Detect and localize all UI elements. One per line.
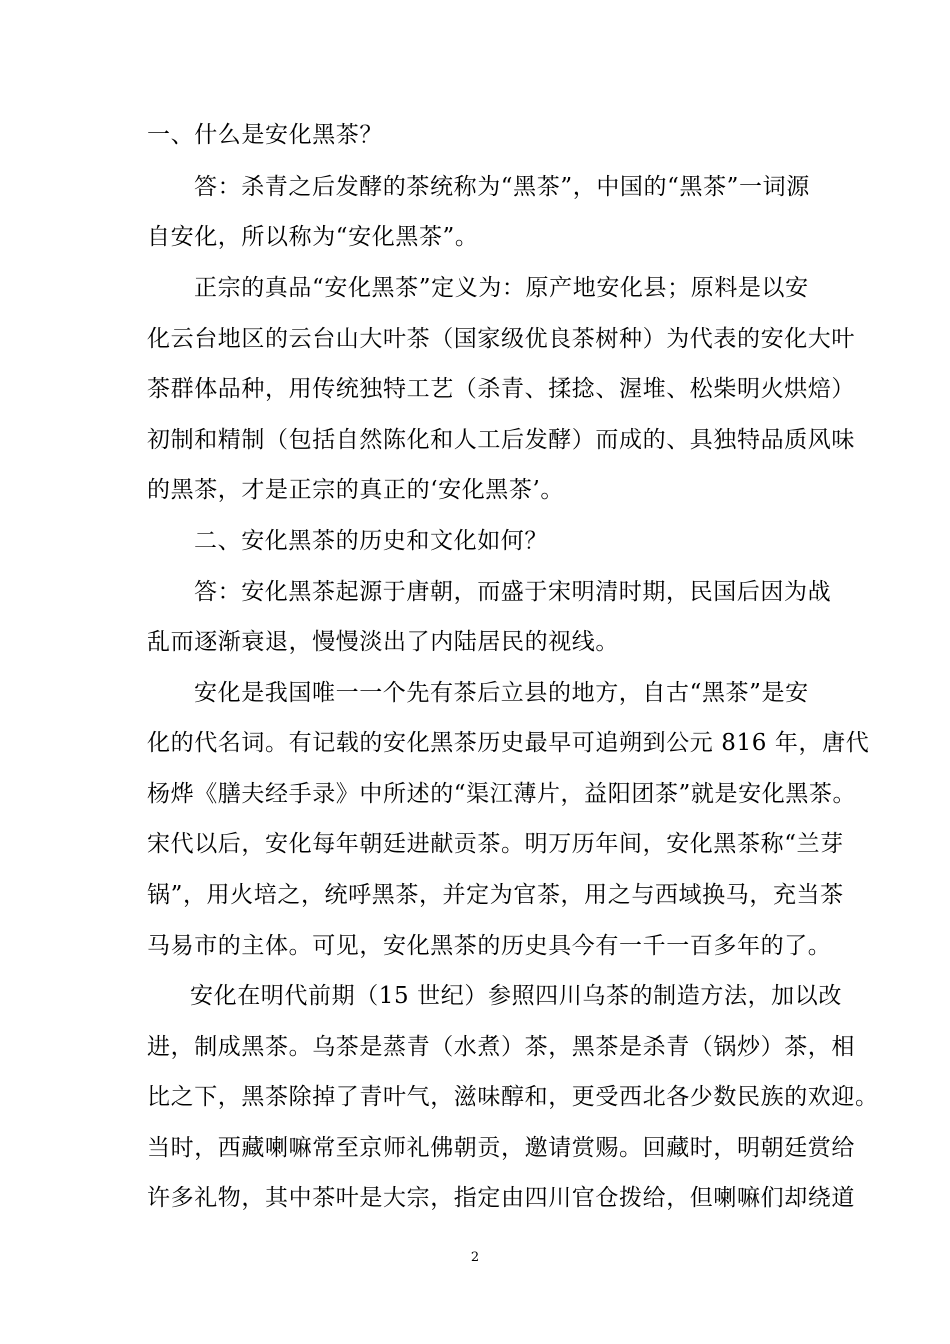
paragraph-line: 安化是我国唯一一个先有茶后立县的地方，自古“黑茶”是安 — [194, 680, 809, 706]
paragraph-line: 茶群体品种，用传统独特工艺（杀青、揉捻、渥堆、松柴明火烘焙） — [147, 376, 855, 402]
paragraph-line: 马易市的主体。可见，安化黑茶的历史具今有一千一百多年的了。 — [147, 933, 832, 959]
page-number: 2 — [470, 1250, 480, 1265]
paragraph-line: 宋代以后，安化每年朝廷进献贡茶。明万历年间，安化黑茶称“兰芽 — [147, 831, 844, 857]
heading-history-and-culture: 二、安化黑茶的历史和文化如何？ — [194, 528, 548, 554]
paragraph-line: 安化在明代前期（15 世纪）参照四川乌茶的制造方法，加以改 — [190, 983, 842, 1009]
heading-what-is-anhua-dark-tea: 一、什么是安化黑茶？ — [147, 122, 383, 148]
paragraph-line: 杨烨《膳夫经手录》中所述的“渠江薄片，益阳团茶”就是安化黑茶。 — [147, 781, 857, 807]
paragraph-line: 乱而逐渐衰退，慢慢淡出了内陆居民的视线。 — [147, 629, 619, 655]
paragraph-line: 化云台地区的云台山大叶茶（国家级优良茶树种）为代表的安化大叶 — [147, 326, 855, 352]
paragraph-line: 化的代名词。有记载的安化黑茶历史最早可追朔到公元 816 年，唐代 — [147, 730, 870, 756]
paragraph-line: 初制和精制（包括自然陈化和人工后发酵）而成的、具独特品质风味 — [147, 427, 855, 453]
paragraph-line: 进，制成黑茶。乌茶是蒸青（水煮）茶，黑茶是杀青（锅炒）茶，相 — [147, 1034, 855, 1060]
paragraph-line: 答：安化黑茶起源于唐朝，而盛于宋明清时期，民国后因为战 — [194, 579, 832, 605]
paragraph-line: 答：杀青之后发酵的茶统称为“黑茶”，中国的“黑茶”一词源 — [194, 174, 810, 200]
paragraph-line: 比之下，黑茶除掉了青叶气，滋味醇和，更受西北各少数民族的欢迎。 — [147, 1084, 879, 1110]
paragraph-line: 正宗的真品“安化黑茶”定义为：原产地安化县；原料是以安 — [194, 275, 809, 301]
paragraph-line: 当时，西藏喇嘛常至京师礼佛朝贡，邀请赏赐。回藏时，明朝廷赏给 — [147, 1135, 855, 1161]
paragraph-line: 锅”，用火培之，统呼黑茶，并定为官茶，用之与西域换马，充当茶 — [147, 882, 844, 908]
paragraph-line: 许多礼物，其中茶叶是大宗，指定由四川官仓拨给，但喇嘛们却绕道 — [147, 1185, 855, 1211]
paragraph-line: 自安化，所以称为“安化黑茶”。 — [147, 224, 479, 250]
paragraph-line: 的黑茶，才是正宗的真正的‘安化黑茶’。 — [147, 477, 565, 503]
